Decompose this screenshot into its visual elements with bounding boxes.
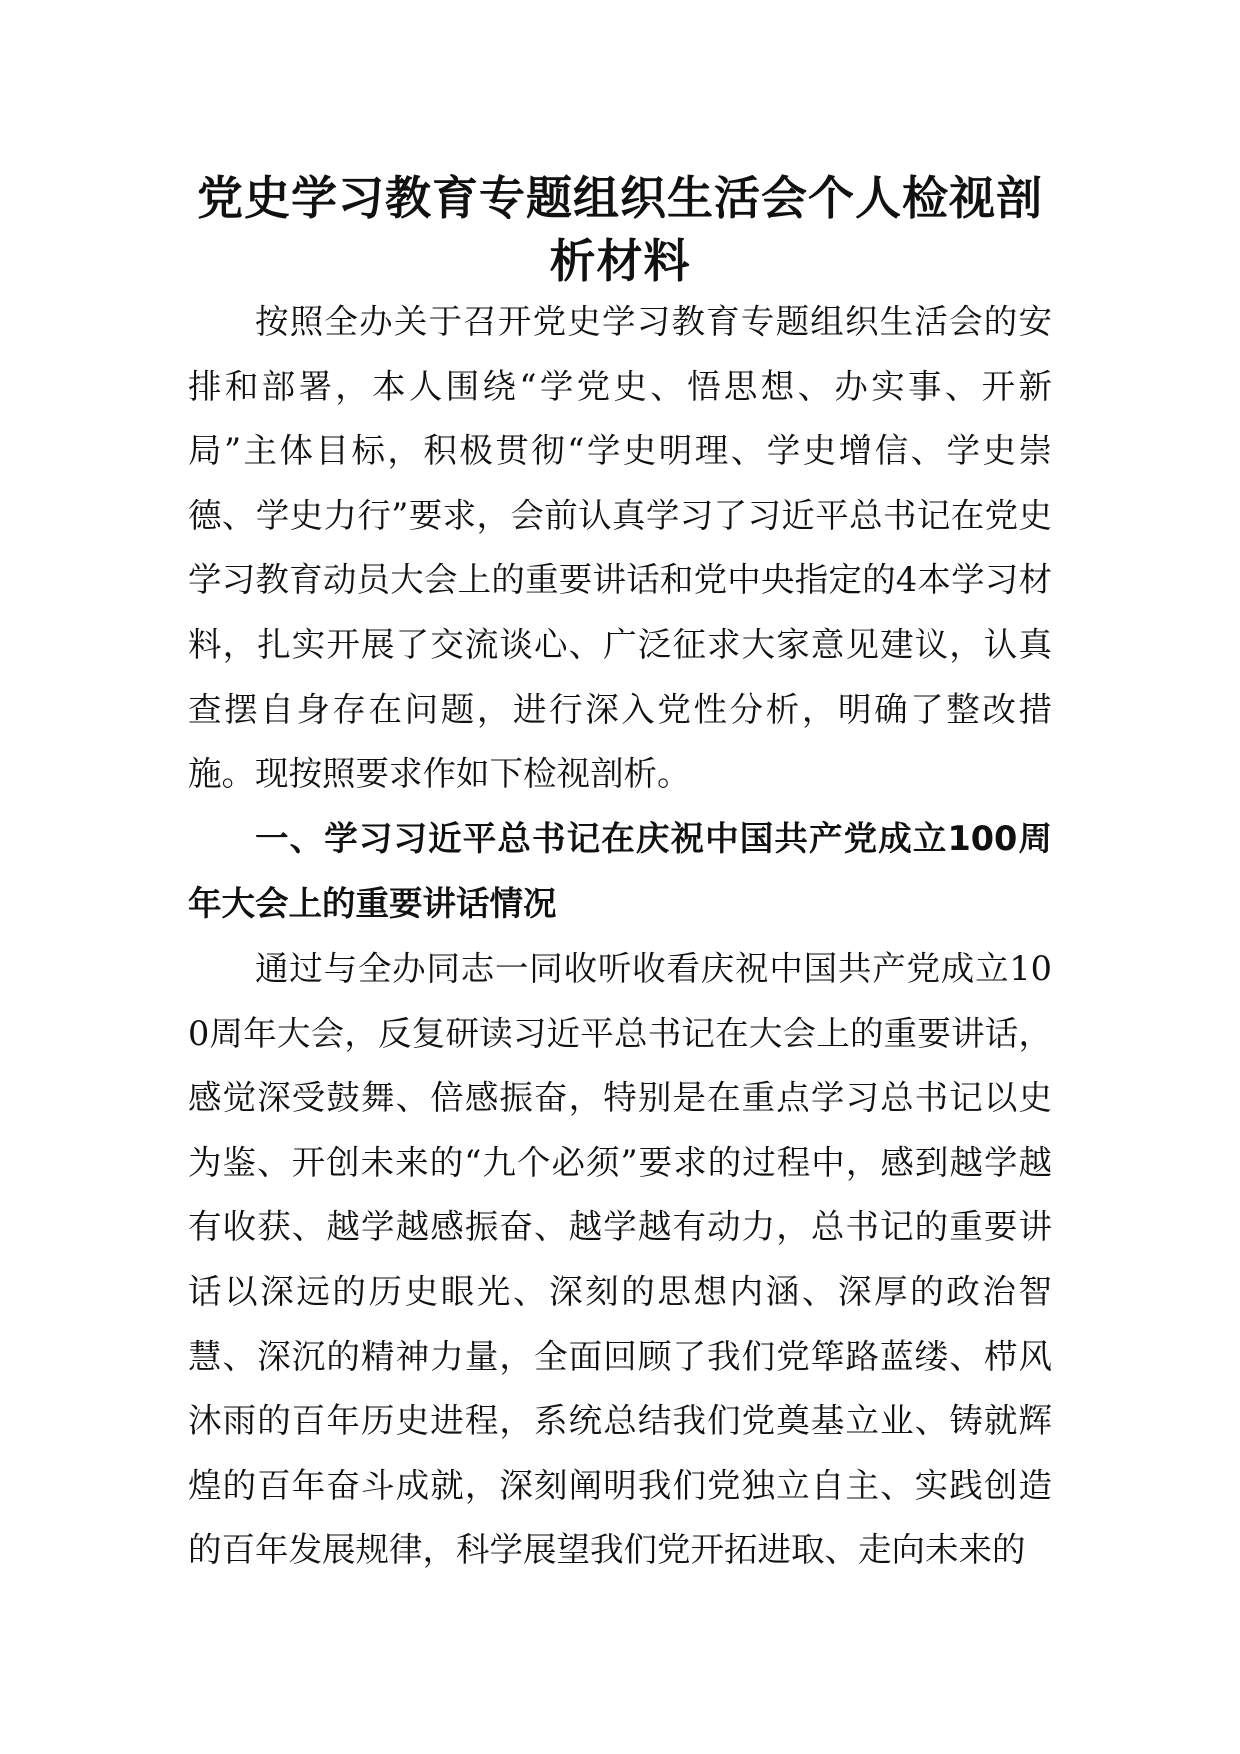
document-title-line-2: 析材料 — [549, 234, 691, 288]
intro-paragraph: 按照全办关于召开党史学习教育专题组织生活会的安排和部署，本人围绕“学党史、悟思想、办实事、开新局”主体目标，积极贯彻“学史明理、学史增信、学史崇德、学史力行”要求，会前认真学习了习近平总书记在党史学习教育动员大会上的重要讲话和党中央指定的4本学习材料，扎实开展了交流谈心、广泛征求大家意见建议，认真查摆自身存在问题，进行深入党性分析，明确了整改措施。现按照要求作如下检视剖析。 — [188, 302, 1052, 794]
section-1-paragraph: 通过与全办同志一同收听收看庆祝中国共产党成立100周年大会，反复研读习近平总书记在大会上的重要讲话，感觉深受鼓舞、倍感振奋，特别是在重点学习总书记以史为鉴、开创未来的“九个必须”要求的过程中，感到越学越有收获、越学越感振奋、越学越有动力，总书记的重要讲话以深远的历史眼光、深刻的思想内涵、深厚的政治智慧、深沉的精神力量，全面回顾了我们党筚路蓝缕、栉风沐雨的百年历史进程，系统总结我们党奠基立业、铸就辉煌的百年奋斗成就，深刻阐明我们党独立自主、实践创造的百年发展规律，科学展望我们党开拓进取、走向未来的 — [188, 949, 1052, 1570]
document-title-line-1: 党史学习教育专题组织生活会个人检视剖 — [197, 171, 1043, 225]
section-heading-1: 一、学习习近平总书记在庆祝中国共产党成立100周年大会上的重要讲话情况 — [188, 819, 1052, 923]
